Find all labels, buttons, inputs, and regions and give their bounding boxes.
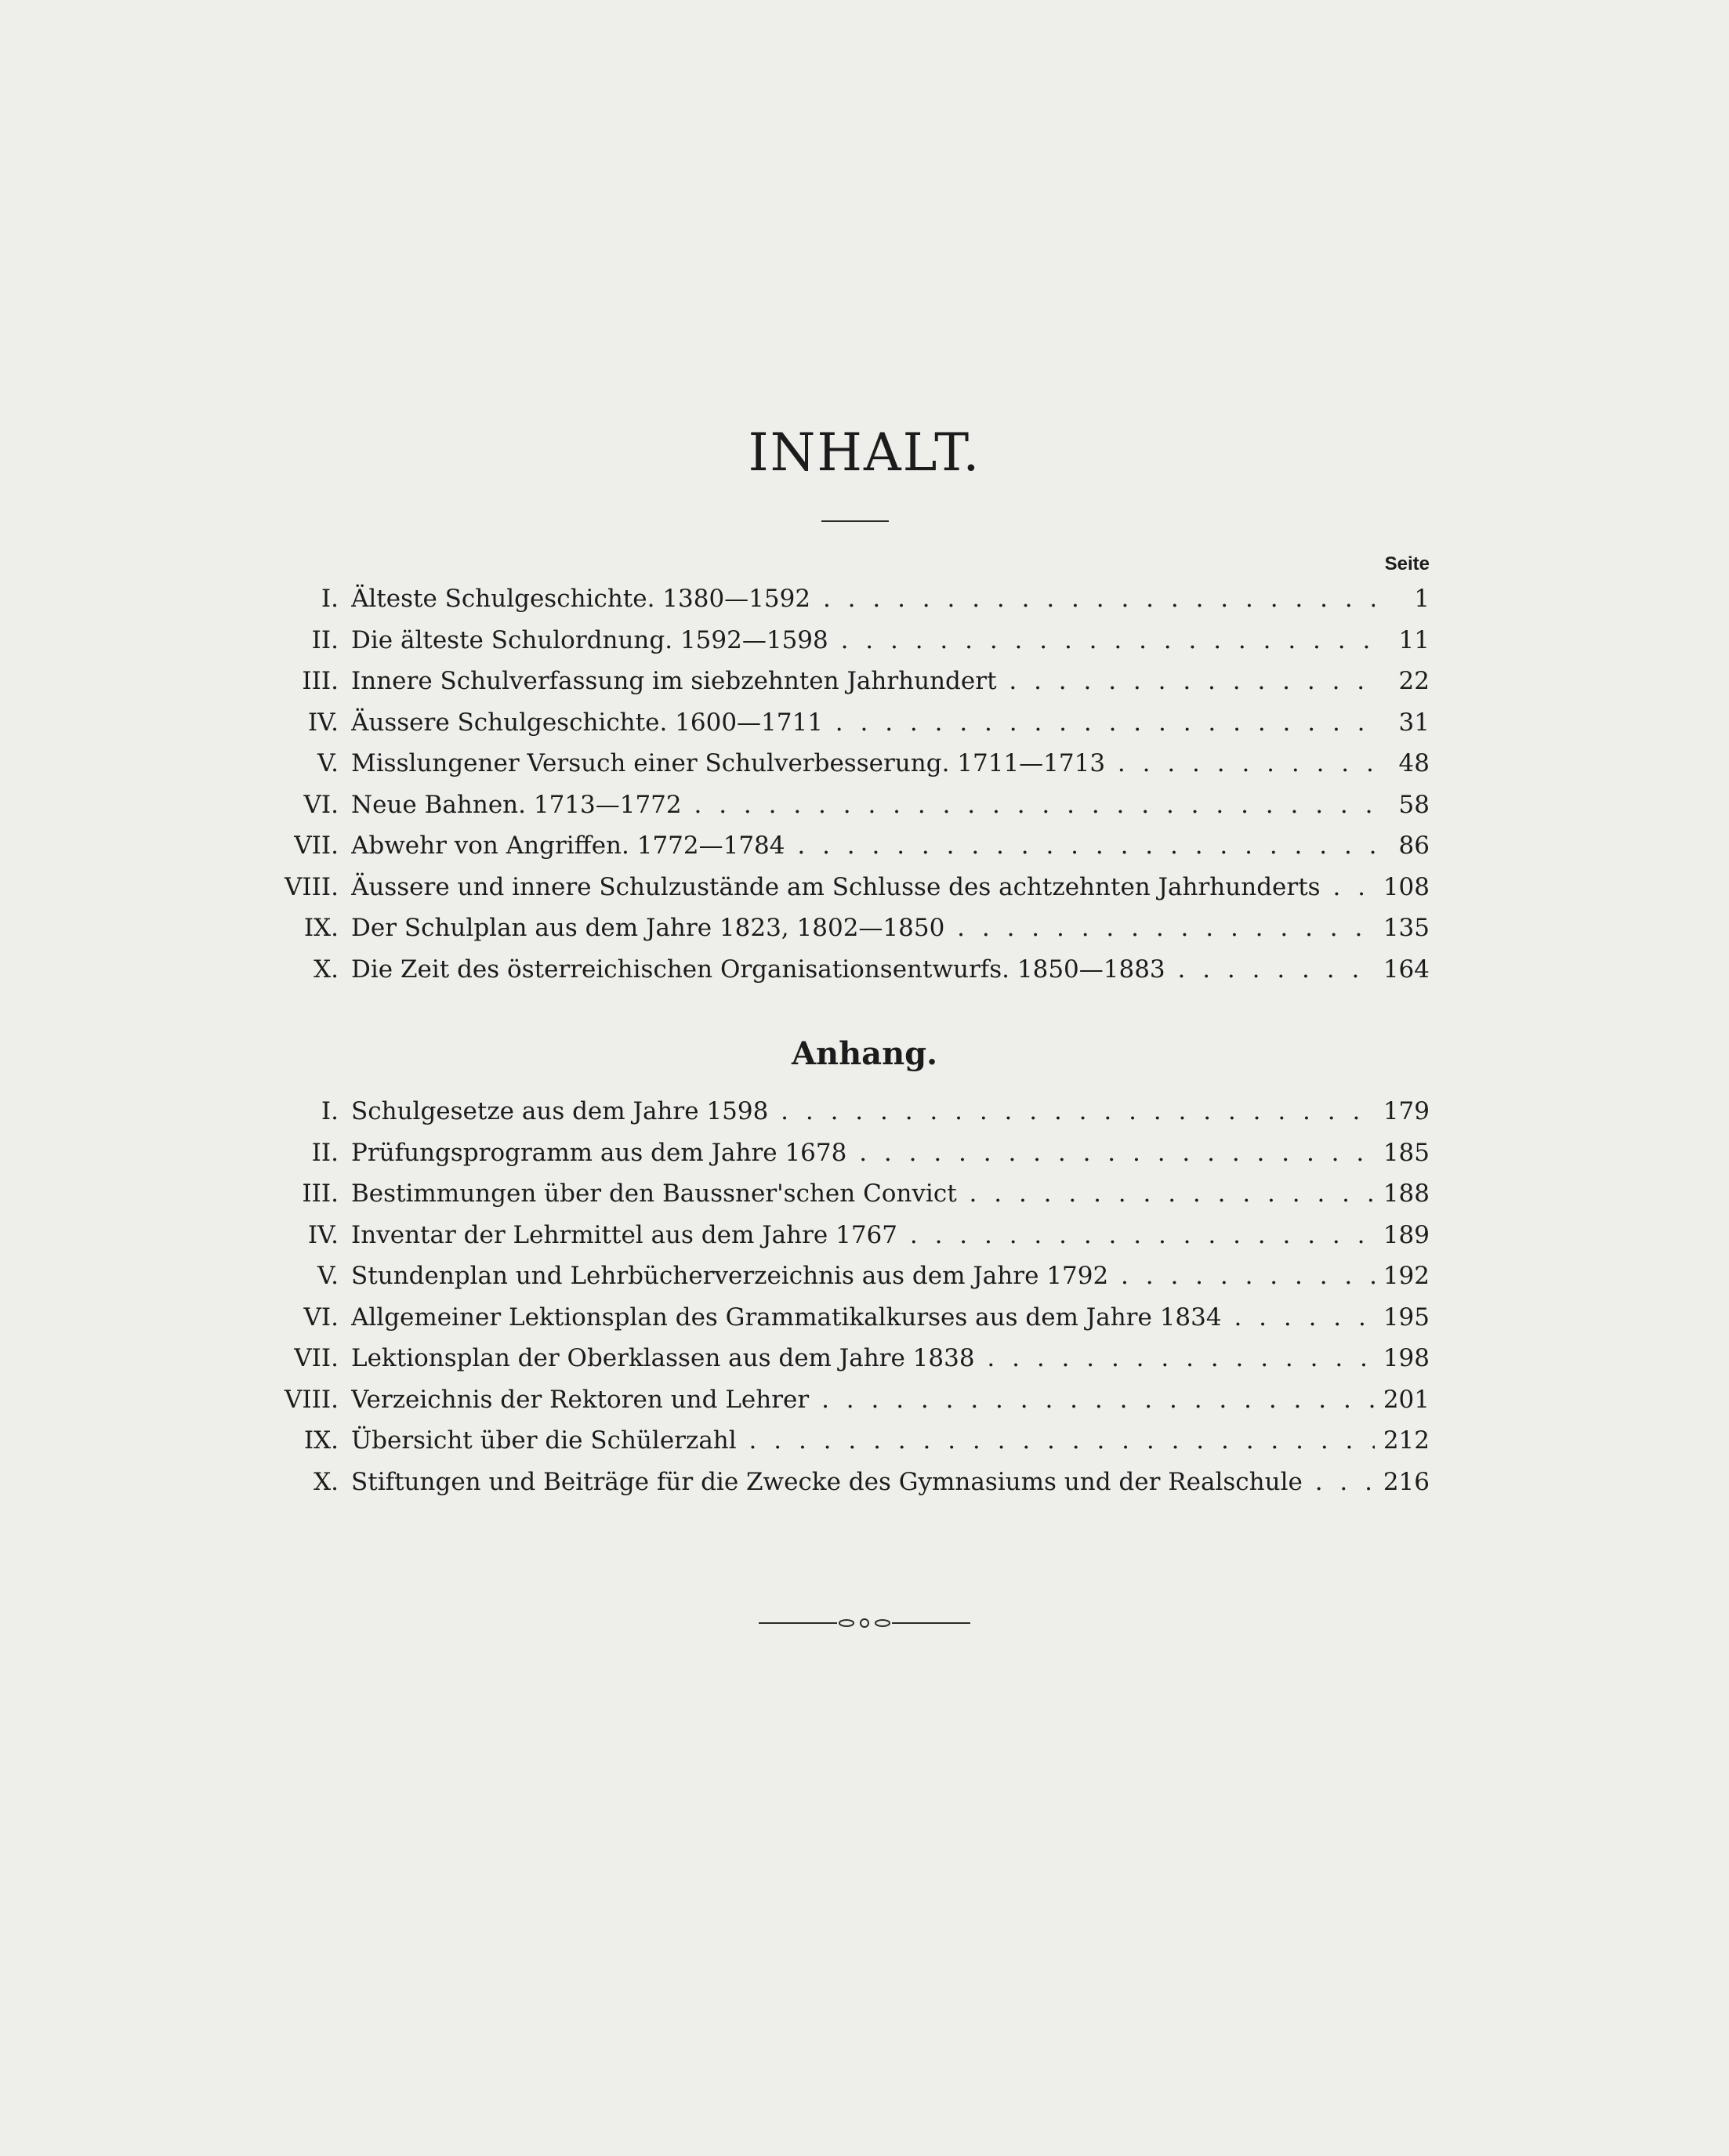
page-number: 189 <box>1383 1220 1430 1249</box>
page-number: 216 <box>1383 1467 1430 1496</box>
page-number: 192 <box>1383 1262 1430 1290</box>
appendix-title: Allgemeiner Lektionsplan des Grammatikalkurses aus dem Jahre 1834 . . . <box>351 1297 1375 1339</box>
appendix-title: Bestimmungen über den Baussner'schen Convict . . . <box>351 1173 1375 1215</box>
ornamental-divider <box>759 1618 970 1629</box>
toc-entry <box>266 867 1430 908</box>
chapter-number: IX. <box>303 914 339 942</box>
appendix-number: II. <box>311 1138 339 1167</box>
toc-entry <box>266 661 1430 702</box>
toc-entry <box>266 702 1430 744</box>
page-title: INHALT. <box>748 422 981 483</box>
appendix-title: Übersicht über die Schülerzahl . . . <box>351 1420 1375 1462</box>
toc-entry <box>266 825 1430 867</box>
appendix-entry <box>266 1462 1430 1503</box>
chapter-number: I. <box>321 585 339 613</box>
page-number: 11 <box>1398 625 1430 654</box>
appendix-entry <box>266 1132 1430 1174</box>
page-number: 22 <box>1398 667 1430 695</box>
appendix-number: VIII. <box>285 1385 339 1414</box>
appendix-number: IV. <box>307 1220 339 1249</box>
chapter-number: III. <box>302 667 339 695</box>
page-number: 212 <box>1383 1426 1430 1455</box>
appendix-number: V. <box>317 1262 339 1290</box>
chapter-number: II. <box>311 625 339 654</box>
chapter-title: Die älteste Schulordnung. 1592—1598 . . . <box>351 620 1375 661</box>
appendix-title: Schulgesetze aus dem Jahre 1598 . . . <box>351 1091 1375 1132</box>
chapter-number: VI. <box>303 790 339 819</box>
appendix-entry <box>266 1215 1430 1256</box>
appendix-number: X. <box>314 1467 339 1496</box>
chapter-number: IV. <box>307 708 339 737</box>
page-number: 58 <box>1398 790 1430 819</box>
appendix-number: IX. <box>303 1426 339 1455</box>
appendix-number: I. <box>321 1097 339 1125</box>
page-number: 48 <box>1398 749 1430 777</box>
appendix-number: III. <box>302 1179 339 1208</box>
page-number: 198 <box>1383 1344 1430 1372</box>
appendix-entry <box>266 1091 1430 1132</box>
title-rule <box>821 520 889 522</box>
chapter-number: V. <box>317 749 339 777</box>
page-number: 86 <box>1398 832 1430 860</box>
appendix-title: Verzeichnis der Rektoren und Lehrer . . . <box>351 1379 1375 1421</box>
appendix-number: VI. <box>303 1303 339 1332</box>
toc-entry <box>266 949 1430 991</box>
page-number: 185 <box>1383 1138 1430 1167</box>
toc-entry <box>266 784 1430 826</box>
appendix-entry <box>266 1256 1430 1297</box>
appendix-entry <box>266 1297 1430 1339</box>
page-number: 179 <box>1383 1097 1430 1125</box>
chapter-title: Abwehr von Angriffen. 1772—1784 . . . <box>351 825 1375 867</box>
appendix-title: Inventar der Lehrmittel aus dem Jahre 1767 . . . <box>351 1215 1375 1256</box>
chapter-title: Misslungener Versuch einer Schulverbesserung. 1711—1713 . . . <box>351 743 1375 784</box>
page-number: 188 <box>1383 1179 1430 1208</box>
toc-entry <box>266 908 1430 949</box>
appendix-title: Stiftungen und Beiträge für die Zwecke des Gymnasiums und der Realschule . . . <box>351 1462 1375 1503</box>
appendix-title: Stundenplan und Lehrbücherverzeichnis aus dem Jahre 1792 . . . <box>351 1256 1375 1297</box>
page-column-label: Seite <box>1384 553 1430 574</box>
chapter-title: Äussere Schulgeschichte. 1600—1711 . . . <box>351 702 1375 744</box>
appendix-entry <box>266 1420 1430 1462</box>
toc-entry <box>266 620 1430 661</box>
toc-entry <box>266 743 1430 784</box>
chapter-title: Äussere und innere Schulzustände am Schlusse des achtzehnten Jahrhunderts . . . <box>351 867 1375 908</box>
chapter-title: Innere Schulverfassung im siebzehnten Jahrhundert . . . <box>351 661 1375 702</box>
appendix-entry <box>266 1379 1430 1421</box>
page-number: 135 <box>1383 914 1430 942</box>
appendix-title: Lektionsplan der Oberklassen aus dem Jahre 1838 . . . <box>351 1338 1375 1379</box>
appendix-contents <box>266 1091 1430 1502</box>
page-number: 108 <box>1383 872 1430 901</box>
chapter-title: Der Schulplan aus dem Jahre 1823, 1802—1850 . . . <box>351 908 1375 949</box>
appendix-entry <box>266 1338 1430 1379</box>
appendix-number: VII. <box>294 1344 339 1372</box>
chapter-title: Die Zeit des österreichischen Organisationsentwurfs. 1850—1883 . . . <box>351 949 1375 991</box>
appendix-entry <box>266 1173 1430 1215</box>
chapter-number: VII. <box>294 832 339 860</box>
chapter-title: Neue Bahnen. 1713—1772 . . . <box>351 784 1375 826</box>
toc-entry <box>266 578 1430 620</box>
appendix-heading: Anhang. <box>791 1035 938 1072</box>
chapter-title: Älteste Schulgeschichte. 1380—1592 . . . <box>351 578 1375 620</box>
page-number: 195 <box>1383 1303 1430 1332</box>
appendix-title: Prüfungsprogramm aus dem Jahre 1678 . . . <box>351 1132 1375 1174</box>
page-number: 164 <box>1383 955 1430 984</box>
page-number: 31 <box>1398 708 1430 737</box>
table-of-contents <box>266 578 1430 990</box>
chapter-number: X. <box>314 955 339 984</box>
page-number: 201 <box>1383 1385 1430 1414</box>
chapter-number: VIII. <box>285 872 339 901</box>
page-number: 1 <box>1414 585 1430 613</box>
